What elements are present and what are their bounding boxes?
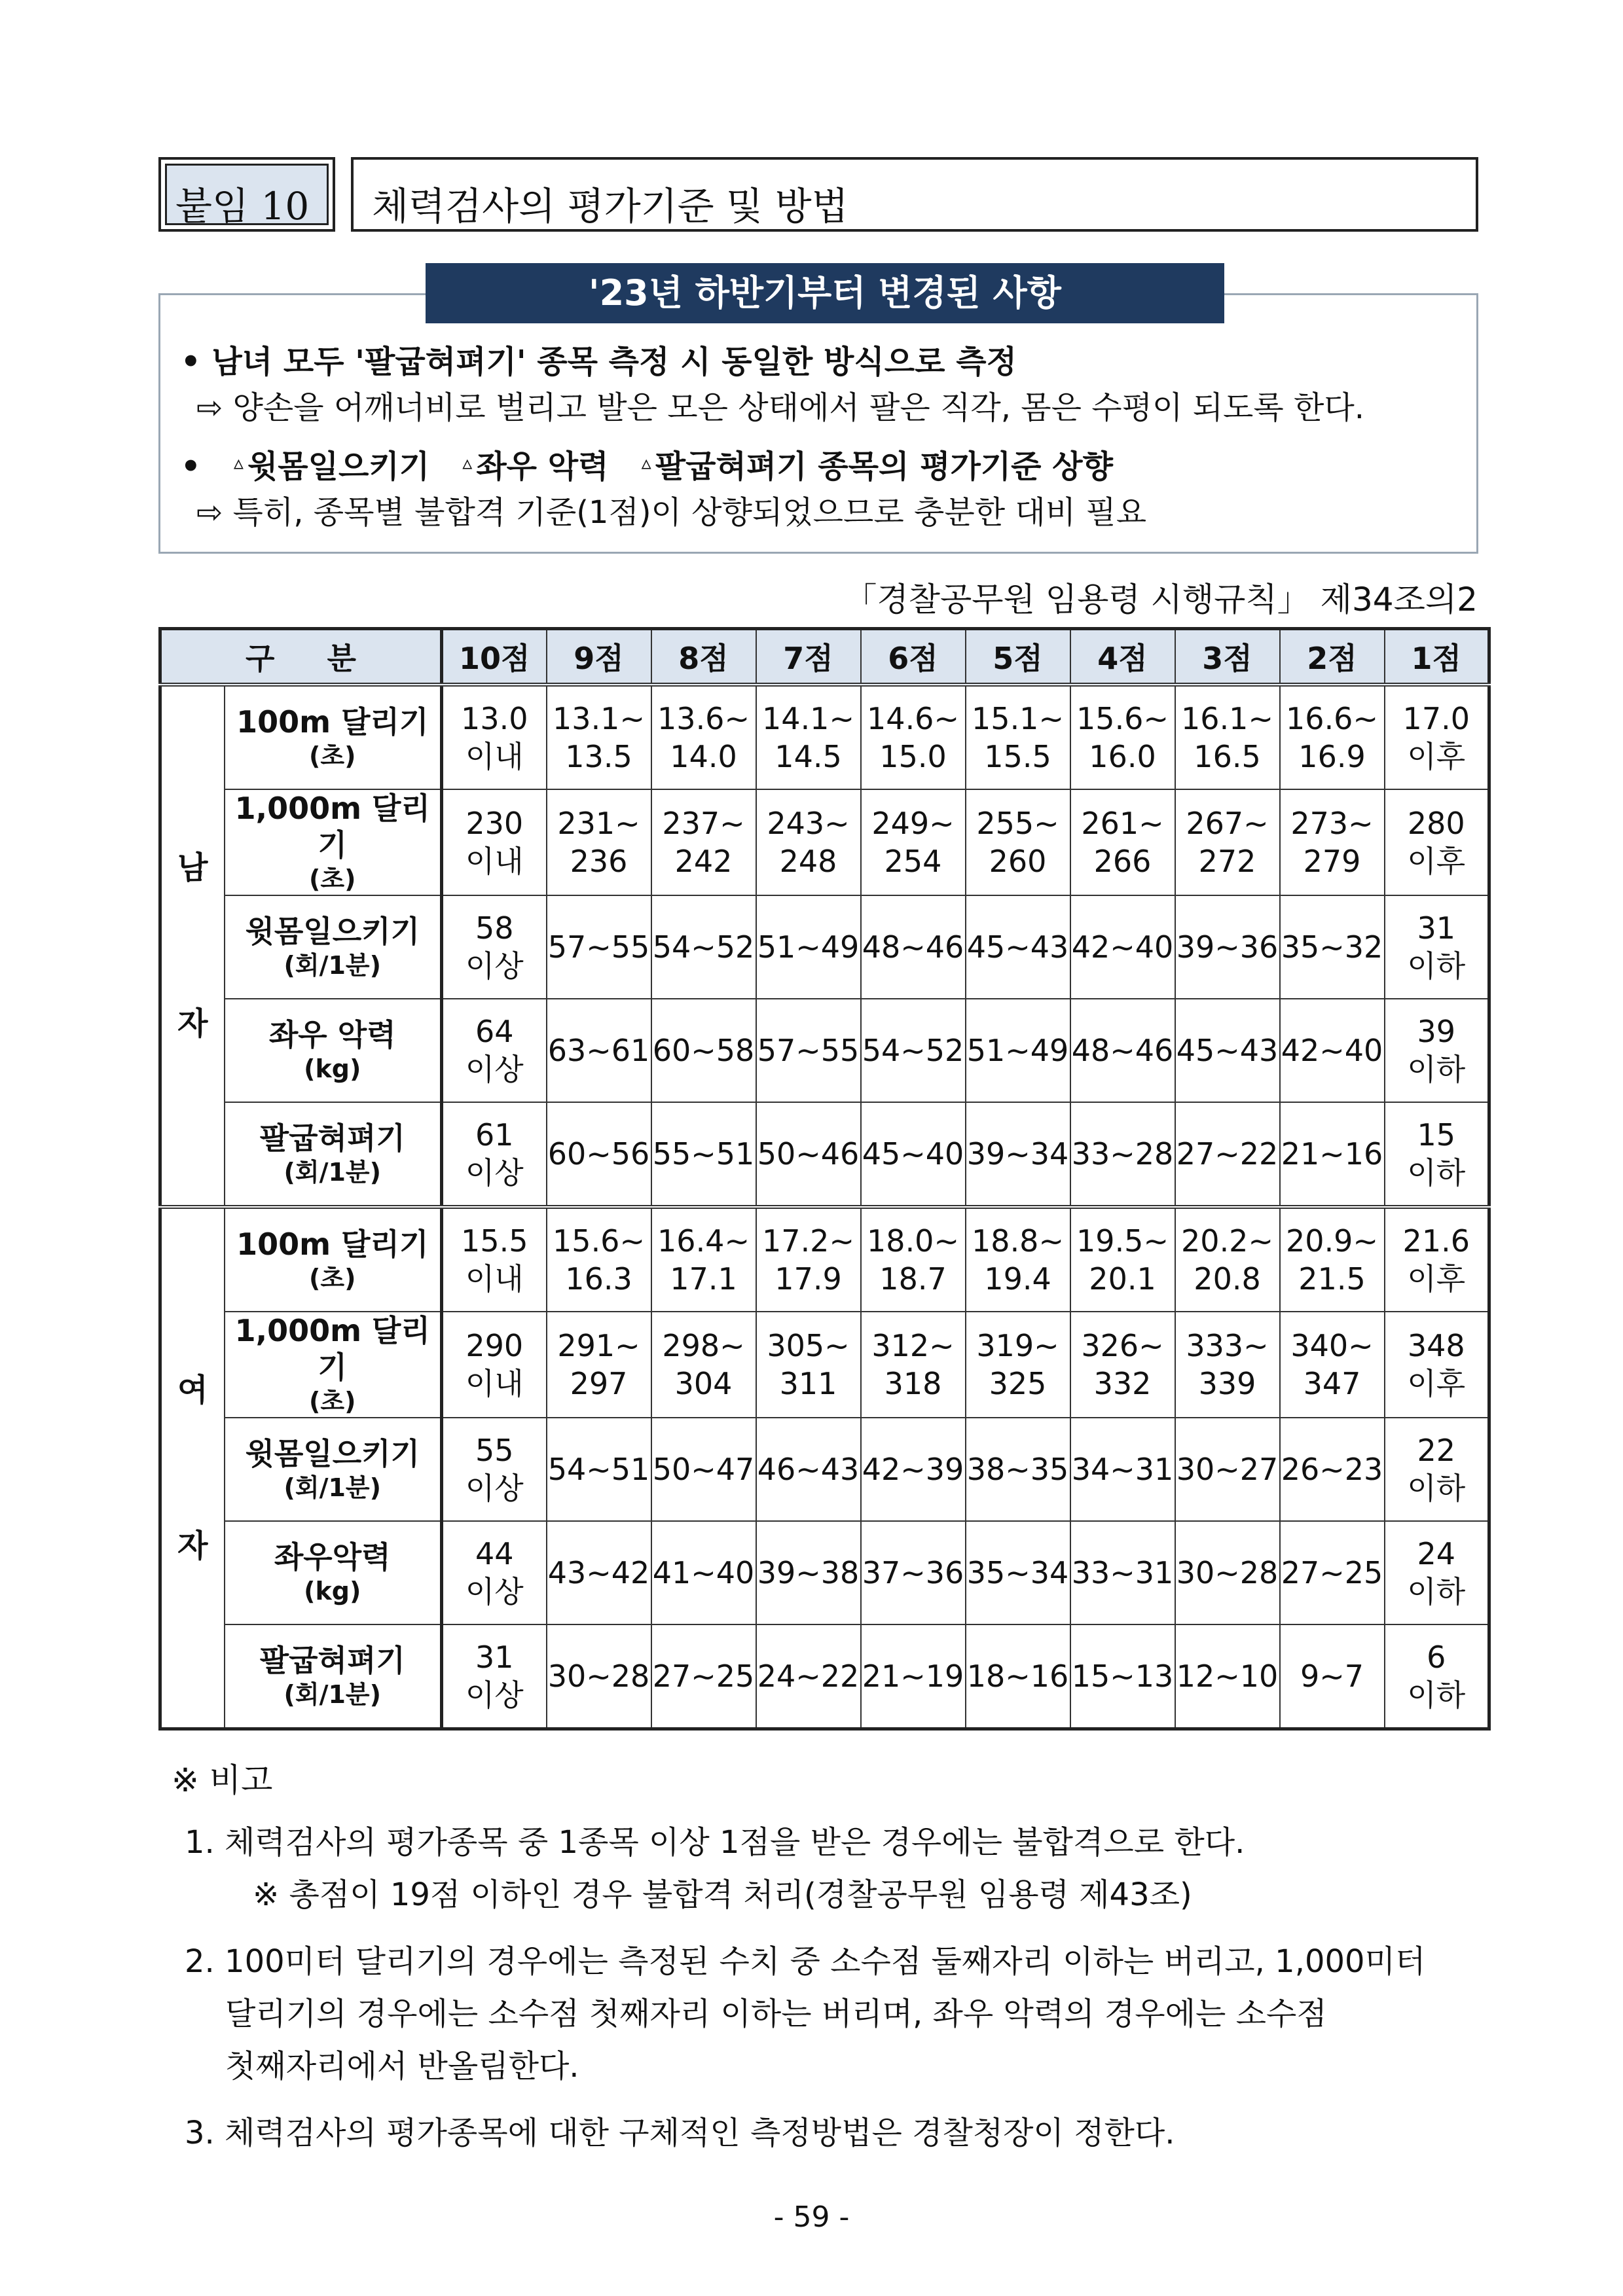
score-range-cell: 48~46	[861, 895, 966, 999]
event-unit: (초)	[309, 865, 356, 893]
score-range-cell: 50~46	[756, 1102, 861, 1207]
score-range-cell: 38~35	[966, 1418, 1070, 1521]
score-range-cell: 312~ 318	[861, 1312, 966, 1418]
score-range-cell: 16.1~ 16.5	[1175, 685, 1280, 789]
score-range-cell: 298~ 304	[651, 1312, 756, 1418]
score-range-cell: 48~46	[1070, 999, 1175, 1102]
score-range-cell: 54~51	[547, 1418, 651, 1521]
event-name: 좌우 악력	[268, 1017, 396, 1052]
score-range-cell: 46~43	[756, 1418, 861, 1521]
score-range-cell: 51~49	[756, 895, 861, 999]
header-score: 3점	[1175, 629, 1280, 685]
notice-arrow-2: ⇨ 특히, 종목별 불합격 기준(1점)이 상향되었으므로 충분한 대비 필요	[196, 494, 1147, 531]
score-range-cell: 42~40	[1070, 895, 1175, 999]
triangle-icon: ▵	[233, 452, 244, 475]
event-name-cell	[225, 1418, 442, 1521]
score-range-cell: 45~43	[1175, 999, 1280, 1102]
score-range-cell: 26~23	[1280, 1418, 1385, 1521]
score-range-cell: 15.6~ 16.3	[547, 1207, 651, 1312]
header-score: 6점	[861, 629, 966, 685]
table-row	[160, 789, 1489, 895]
score-range-cell: 31 이상	[442, 1624, 547, 1729]
event-unit: (회/1분)	[283, 1680, 381, 1709]
score-range-cell: 58 이상	[442, 895, 547, 999]
score-range-cell: 42~40	[1280, 999, 1385, 1102]
score-range-cell: 319~ 325	[966, 1312, 1070, 1418]
table-row	[160, 895, 1489, 999]
score-range-cell: 27~25	[1280, 1521, 1385, 1624]
score-range-cell: 20.9~ 21.5	[1280, 1207, 1385, 1312]
source-citation: 「경찰공무원 임용령 시행규칙」 제34조의2	[844, 581, 1478, 619]
event-unit: (회/1분)	[283, 1158, 381, 1187]
event-unit: (초)	[309, 1387, 356, 1416]
event-name-cell	[225, 1207, 442, 1312]
score-range-cell: 27~22	[1175, 1102, 1280, 1207]
triangle-icon: ▵	[641, 452, 651, 475]
score-range-cell: 42~39	[861, 1418, 966, 1521]
event-name: 윗몸일으키기	[245, 1436, 420, 1471]
score-range-cell: 18.0~ 18.7	[861, 1207, 966, 1312]
note-2-line-2: 달리기의 경우에는 소수점 첫째자리 이하는 버리며, 좌우 악력의 경우에는 소수점	[225, 1996, 1327, 2032]
score-range-cell: 16.6~ 16.9	[1280, 685, 1385, 789]
gender-char: 여	[177, 1372, 208, 1408]
appendix-label-text: 붙임 10	[175, 184, 310, 228]
score-range-cell: 13.6~ 14.0	[651, 685, 756, 789]
gender-char: 남	[177, 850, 208, 886]
score-range-cell: 15.1~ 15.5	[966, 685, 1070, 789]
score-range-cell: 18~16	[966, 1624, 1070, 1729]
triangle-icon: ▵	[462, 452, 473, 475]
page-number: - 59 -	[773, 2200, 850, 2234]
score-range-cell: 261~ 266	[1070, 789, 1175, 895]
table-row	[160, 1207, 1489, 1312]
table-row	[160, 1521, 1489, 1624]
score-range-cell: 231~ 236	[547, 789, 651, 895]
score-range-cell: 17.0 이후	[1385, 685, 1489, 789]
score-range-cell: 60~56	[547, 1102, 651, 1207]
gender-char: 자	[177, 1005, 208, 1042]
score-range-cell: 33~31	[1070, 1521, 1175, 1624]
gender-cell	[160, 1207, 225, 1729]
score-range-cell: 255~ 260	[966, 789, 1070, 895]
score-range-cell: 50~47	[651, 1418, 756, 1521]
note-1-sub: ※ 총점이 19점 이하인 경우 불합격 처리(경찰공무원 임용령 제43조)	[253, 1876, 1192, 1913]
event-name-cell	[225, 1521, 442, 1624]
score-range-cell: 21.6 이후	[1385, 1207, 1489, 1312]
table-row	[160, 1418, 1489, 1521]
table-header-row	[160, 629, 1489, 685]
score-range-cell: 27~25	[651, 1624, 756, 1729]
gender-cell	[160, 685, 225, 1207]
score-range-cell: 35~32	[1280, 895, 1385, 999]
score-range-cell: 326~ 332	[1070, 1312, 1175, 1418]
event-name-cell	[225, 895, 442, 999]
score-range-cell: 15.6~ 16.0	[1070, 685, 1175, 789]
event-name-cell	[225, 999, 442, 1102]
page-title: 체력검사의 평가기준 및 방법	[372, 184, 848, 228]
score-range-cell: 273~ 279	[1280, 789, 1385, 895]
score-range-cell: 20.2~ 20.8	[1175, 1207, 1280, 1312]
score-range-cell: 44 이상	[442, 1521, 547, 1624]
score-range-cell: 35~34	[966, 1521, 1070, 1624]
change-notice-banner: '23년 하반기부터 변경된 사항	[426, 263, 1224, 323]
score-range-cell: 43~42	[547, 1521, 651, 1624]
score-range-cell: 30~28	[1175, 1521, 1280, 1624]
score-range-cell: 13.1~ 13.5	[547, 685, 651, 789]
event-name-cell	[225, 789, 442, 895]
event-unit: (초)	[309, 1264, 356, 1293]
event-name: 100m 달리기	[236, 1227, 429, 1262]
notice-item-3: 팔굽혀펴기 종목의 평가기준 상향	[655, 448, 1113, 485]
header-score: 5점	[966, 629, 1070, 685]
score-range-cell: 39~36	[1175, 895, 1280, 999]
note-2-line-3: 첫째자리에서 반올림한다.	[225, 2048, 579, 2085]
event-unit: (초)	[309, 742, 356, 770]
event-unit: (kg)	[304, 1054, 361, 1083]
score-range-cell: 45~43	[966, 895, 1070, 999]
score-range-cell: 18.8~ 19.4	[966, 1207, 1070, 1312]
notice-item-1: 윗몸일으키기	[247, 448, 430, 485]
score-range-cell: 291~ 297	[547, 1312, 651, 1418]
score-range-cell: 54~52	[861, 999, 966, 1102]
note-3: 3. 체력검사의 평가종목에 대한 구체적인 측정방법은 경찰청장이 정한다.	[185, 2115, 1175, 2151]
score-range-cell: 39~38	[756, 1521, 861, 1624]
event-name: 1,000m 달리기	[234, 791, 430, 863]
score-range-cell: 37~36	[861, 1521, 966, 1624]
score-range-cell: 57~55	[547, 895, 651, 999]
event-name: 윗몸일으키기	[245, 914, 420, 949]
score-range-cell: 60~58	[651, 999, 756, 1102]
notice-item-2: 좌우 악력	[476, 448, 609, 485]
score-range-cell: 14.6~ 15.0	[861, 685, 966, 789]
score-range-cell: 14.1~ 14.5	[756, 685, 861, 789]
score-range-cell: 15.5 이내	[442, 1207, 547, 1312]
score-range-cell: 16.4~ 17.1	[651, 1207, 756, 1312]
score-range-cell: 54~52	[651, 895, 756, 999]
event-unit: (회/1분)	[283, 951, 381, 980]
score-range-cell: 24 이하	[1385, 1521, 1489, 1624]
score-range-cell: 9~7	[1280, 1624, 1385, 1729]
event-name: 1,000m 달리기	[234, 1313, 430, 1385]
event-name-cell	[225, 685, 442, 789]
score-range-cell: 340~ 347	[1280, 1312, 1385, 1418]
score-range-cell: 41~40	[651, 1521, 756, 1624]
score-range-cell: 333~ 339	[1175, 1312, 1280, 1418]
score-range-cell: 55 이상	[442, 1418, 547, 1521]
appendix-label	[158, 157, 335, 232]
table-row	[160, 999, 1489, 1102]
score-range-cell: 267~ 272	[1175, 789, 1280, 895]
table-row	[160, 1312, 1489, 1418]
fitness-criteria-table	[158, 627, 1491, 1731]
header-score: 4점	[1070, 629, 1175, 685]
event-name: 팔굽혀펴기	[259, 1643, 405, 1678]
notes-heading: ※ 비고	[172, 1761, 273, 1799]
notice-bullet-1: • 남녀 모두 '팔굽혀펴기' 종목 측정 시 동일한 방식으로 측정	[181, 344, 1017, 380]
score-range-cell: 15~13	[1070, 1624, 1175, 1729]
score-range-cell: 31 이하	[1385, 895, 1489, 999]
notice-bullet-2	[181, 441, 1113, 486]
score-range-cell: 290 이내	[442, 1312, 547, 1418]
score-range-cell: 30~27	[1175, 1418, 1280, 1521]
gender-char: 자	[177, 1528, 208, 1564]
score-range-cell: 249~ 254	[861, 789, 966, 895]
table-row	[160, 1624, 1489, 1729]
score-range-cell: 64 이상	[442, 999, 547, 1102]
score-range-cell: 61 이상	[442, 1102, 547, 1207]
event-name-cell	[225, 1624, 442, 1729]
header-score: 8점	[651, 629, 756, 685]
score-range-cell: 51~49	[966, 999, 1070, 1102]
score-range-cell: 243~ 248	[756, 789, 861, 895]
event-name: 좌우악력	[274, 1539, 391, 1575]
score-range-cell: 39 이하	[1385, 999, 1489, 1102]
score-range-cell: 24~22	[756, 1624, 861, 1729]
notice-arrow-1: ⇨ 양손을 어깨너비로 벌리고 발은 모은 상태에서 팔은 직각, 몸은 수평이 되도록 한다.	[196, 389, 1364, 426]
score-range-cell: 12~10	[1175, 1624, 1280, 1729]
score-range-cell: 17.2~ 17.9	[756, 1207, 861, 1312]
header-score: 9점	[547, 629, 651, 685]
note-1: 1. 체력검사의 평가종목 중 1종목 이상 1점을 받은 경우에는 불합격으로 한다.	[185, 1824, 1245, 1861]
event-name: 팔굽혀펴기	[259, 1121, 405, 1156]
table-row	[160, 685, 1489, 789]
event-name-cell	[225, 1102, 442, 1207]
score-range-cell: 55~51	[651, 1102, 756, 1207]
bullet-dot: •	[181, 448, 201, 485]
score-range-cell: 39~34	[966, 1102, 1070, 1207]
score-range-cell: 34~31	[1070, 1418, 1175, 1521]
header-score: 2점	[1280, 629, 1385, 685]
note-2-line-1: 2. 100미터 달리기의 경우에는 측정된 수치 중 소수점 둘째자리 이하는 버리고, 1,000미터	[185, 1943, 1426, 1980]
event-name-cell	[225, 1312, 442, 1418]
event-unit: (kg)	[304, 1577, 361, 1605]
header-category: 구 분	[160, 629, 442, 685]
score-range-cell: 22 이하	[1385, 1418, 1489, 1521]
score-range-cell: 280 이후	[1385, 789, 1489, 895]
score-range-cell: 6 이하	[1385, 1624, 1489, 1729]
event-name: 100m 달리기	[236, 704, 429, 740]
page-title-box	[351, 157, 1478, 232]
header-score: 1점	[1385, 629, 1489, 685]
score-range-cell: 57~55	[756, 999, 861, 1102]
score-range-cell: 33~28	[1070, 1102, 1175, 1207]
header-score: 10점	[442, 629, 547, 685]
score-range-cell: 21~16	[1280, 1102, 1385, 1207]
score-range-cell: 237~ 242	[651, 789, 756, 895]
score-range-cell: 21~19	[861, 1624, 966, 1729]
score-range-cell: 19.5~ 20.1	[1070, 1207, 1175, 1312]
score-range-cell: 305~ 311	[756, 1312, 861, 1418]
header-score: 7점	[756, 629, 861, 685]
score-range-cell: 30~28	[547, 1624, 651, 1729]
table-row	[160, 1102, 1489, 1207]
score-range-cell: 348 이후	[1385, 1312, 1489, 1418]
score-range-cell: 63~61	[547, 999, 651, 1102]
event-unit: (회/1분)	[283, 1473, 381, 1502]
score-range-cell: 15 이하	[1385, 1102, 1489, 1207]
score-range-cell: 13.0 이내	[442, 685, 547, 789]
score-range-cell: 230 이내	[442, 789, 547, 895]
score-range-cell: 45~40	[861, 1102, 966, 1207]
